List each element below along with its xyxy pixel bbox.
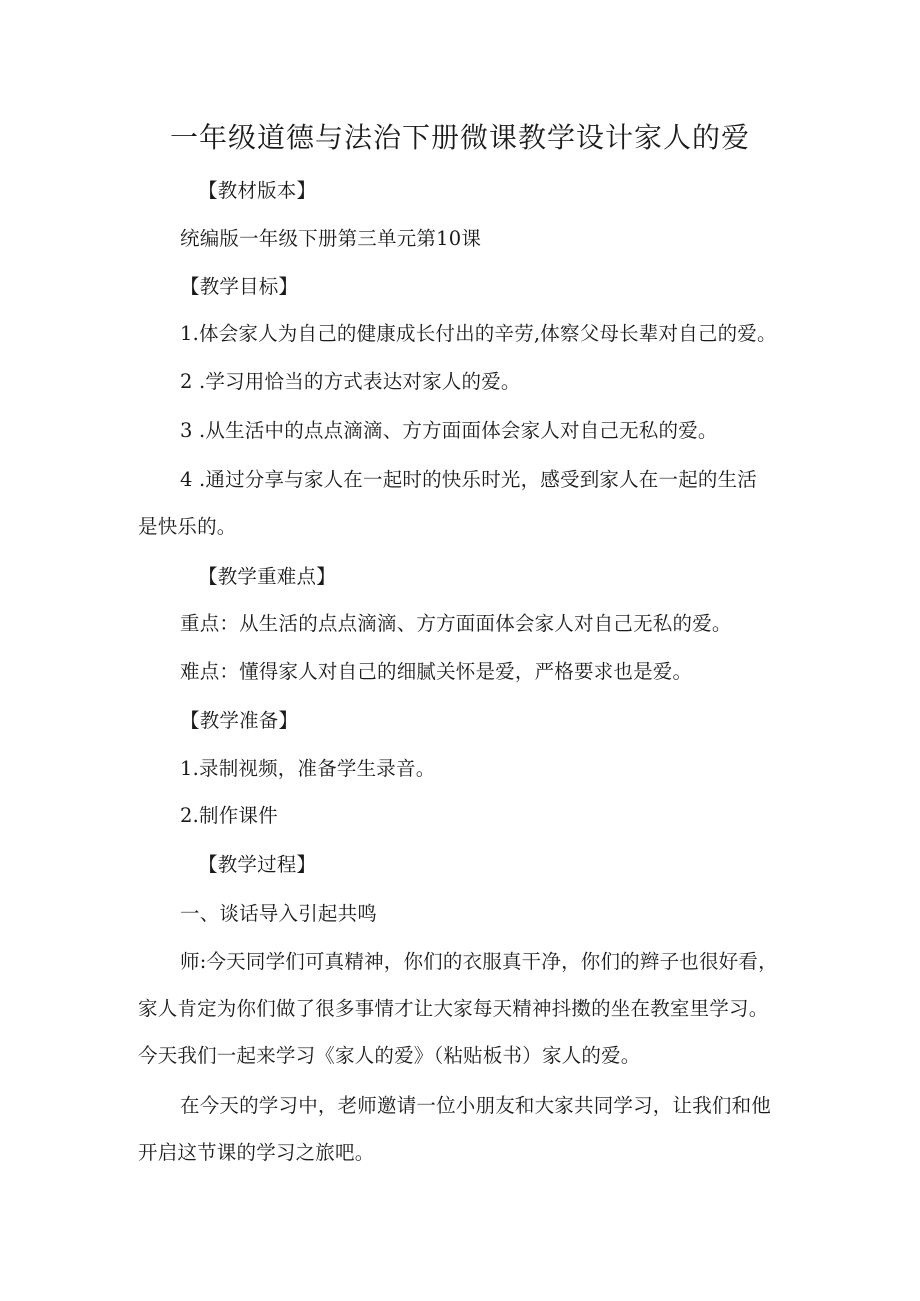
process-step-1-title: 一、谈话导入引起共鸣 bbox=[180, 902, 378, 925]
textbook-heading: 【教材版本】 bbox=[198, 179, 317, 202]
process-heading: 【教学过程】 bbox=[198, 853, 317, 876]
keypoint-text: 重点：从生活的点点滴滴、方方面面体会家人对自己无私的爱。 bbox=[180, 612, 732, 635]
objective-item-2: 2 .学习用恰当的方式表达对家人的爱。 bbox=[180, 370, 521, 393]
document-title: 一年级道德与法治下册微课教学设计家人的爱 bbox=[169, 121, 750, 154]
process-para-1-line-3: 今天我们一起来学习《家人的爱》（粘贴板书）家人的爱。 bbox=[138, 1044, 641, 1067]
objective-item-4-line-2: 是快乐的。 bbox=[138, 515, 237, 538]
objective-item-3: 3 .从生活中的点点滴滴、方方面面体会家人对自己无私的爱。 bbox=[180, 419, 718, 442]
process-para-2-line-1: 在今天的学习中，老师邀请一位小朋友和大家共同学习，让我们和他 bbox=[180, 1094, 772, 1117]
difficulty-text: 难点：懂得家人对自己的细腻关怀是爱，严格要求也是爱。 bbox=[180, 660, 693, 683]
preparation-item-2: 2.制作课件 bbox=[180, 804, 278, 827]
preparation-heading: 【教学准备】 bbox=[180, 709, 299, 732]
objective-item-1: 1.体会家人为自己的健康成长付出的辛劳,体察父母长辈对自己的爱。 bbox=[180, 322, 777, 345]
process-para-1-line-1: 师:今天同学们可真精神，你们的衣服真干净，你们的辫子也很好看， bbox=[180, 950, 778, 973]
preparation-item-1: 1.录制视频，准备学生录音。 bbox=[180, 757, 436, 780]
process-para-1-line-2: 家人肯定为你们做了很多事情才让大家每天精神抖擞的坐在教室里学习。 bbox=[138, 997, 769, 1020]
process-para-2-line-2: 开启这节课的学习之旅吧。 bbox=[138, 1141, 375, 1164]
objective-item-4-line-1: 4 .通过分享与家人在一起时的快乐时光，感受到家人在一起的生活 bbox=[180, 468, 758, 491]
textbook-text: 统编版一年级下册第三单元第10课 bbox=[180, 227, 482, 250]
objectives-heading: 【教学目标】 bbox=[180, 275, 299, 298]
keypoints-heading: 【教学重难点】 bbox=[198, 565, 336, 588]
